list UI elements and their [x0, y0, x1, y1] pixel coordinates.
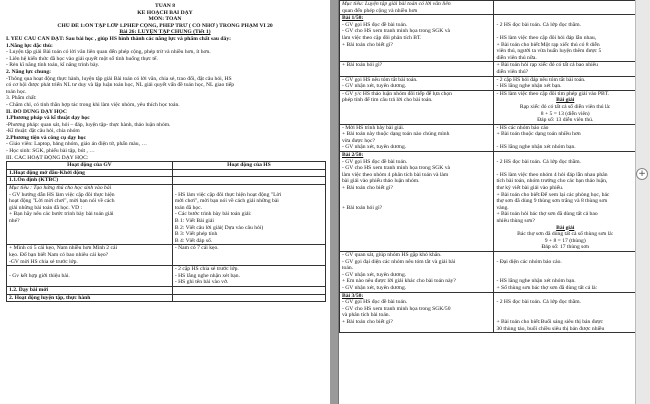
teacher-cell: [340, 124, 494, 151]
cell-line: - GV gọi HS nêu tóm tắt bài toán.: [342, 76, 418, 83]
cell-line: - HS làm việc theo nhóm 4 hỏi đáp lẫn nhau phân: [496, 171, 608, 178]
cell-line: [496, 15, 634, 22]
table-row: [7, 294, 326, 302]
student-cell: [494, 292, 637, 333]
cell-line: - HS lắng nghe nhận xét nhóm bạn.: [496, 278, 576, 285]
cell-line: [9, 266, 170, 273]
cell-line: B 3: Viết phép tính: [174, 231, 218, 238]
teacher-cell: [340, 1, 494, 15]
cell-line: 1.Hoạt động mở đầu-Khởi động: [9, 169, 85, 176]
student-cell: [494, 62, 637, 76]
body-line: -Phương pháp: quan sát, hỏi – đáp, luyện tập- thực hành, thảo luận nhóm.: [6, 121, 171, 128]
table-row: [340, 62, 637, 76]
cell-line: Rạp xiếc đó có tất cả số diễn viên thú là:: [519, 103, 611, 110]
cell-line: [175, 185, 323, 192]
lesson-body: [0, 36, 330, 161]
cell-line: 30 thùng táo, buổi chiều siêu thị bán được nhiều: [496, 325, 605, 332]
cell-line: 9 + 8 = 17 (thùng): [544, 237, 586, 244]
cell-line: + Bạn hãy nêu các bước trình bày bài toán giải: [9, 211, 114, 218]
cell-line: - HS làm việc theo cặp đôi hỏi đáp lẫn nhau,: [496, 34, 597, 41]
body-line: III. CÁC HOẠT ĐỘNG DẠY HỌC:: [6, 154, 89, 161]
cell-line: 8 + 5 = 13 (diễn viên): [540, 110, 590, 117]
body-line: - Giáo viên: Laptop, bảng nhóm, giáo án điện tử, phấn màu, …: [6, 141, 147, 148]
table-row: [340, 152, 637, 252]
cell-line: diễn viên thú nữa.: [496, 54, 537, 61]
cell-line: - GV hướng dẫn HS làm việc cặp đôi thực hiện: [9, 191, 115, 198]
cell-line: thư ký viết bài giải vào phiếu.: [496, 185, 564, 192]
cell-line: B 2: Viết câu lời giải( Dựa vào câu hỏi): [174, 224, 264, 231]
lesson-header: [0, 3, 330, 36]
body-line: I. YÊU CẦU CẦN ĐẠT: Sau bài học , giúp HS hình thành các năng lực và phẩm chất sau đây:: [6, 35, 231, 42]
cell-line: + Bài toán hỏi gì?: [342, 62, 383, 69]
document-page-right: [338, 0, 637, 404]
cell-line: làm việc theo cặp đôi phân tích BT.: [342, 34, 422, 41]
table-row: [340, 124, 637, 151]
cell-line: [175, 287, 323, 294]
teacher-cell: [7, 169, 173, 177]
cell-line: Đáp số: 13 diễn viên thú.: [537, 117, 594, 124]
cell-line: - GV gọi HS đọc đề bài toán.: [342, 21, 408, 28]
cell-line: Mục tiêu : Tạo hứng thú cho học sinh vào bài: [9, 185, 112, 192]
body-line: -Thông qua hoạt động thực hành, luyện tập giải Bài toán có lời văn, chia sẻ, trao đổi, đặt câu hỏi, HS: [6, 75, 232, 82]
cell-line: -GV mời HS chia sẻ trước lớp.: [9, 258, 78, 265]
body-line: 1.Phương pháp và kĩ thuật dạy học: [6, 115, 90, 122]
student-cell: [172, 286, 325, 294]
cell-line: toán.: [342, 265, 354, 272]
cell-line: B 1: Viết Bài giải: [174, 218, 214, 224]
body-line: - Luyện tập giải Bài toán có lời văn liên quan đến phép cộng, phép trừ và nhiều hơn, ít hơn.: [6, 49, 211, 56]
student-cell: [494, 124, 637, 151]
cell-line: - GV cho HS xem tranh minh họa trong SGK và: [342, 28, 451, 35]
cell-line: - HS ghi tên bài vào vở.: [174, 279, 229, 286]
cell-line: giải những bài toán đã học. VD :: [9, 204, 83, 211]
table-row: [340, 15, 637, 62]
cell-line: - GV nhận xét, tuyên dương.: [342, 271, 407, 278]
teacher-cell: [340, 251, 494, 292]
cell-line: + Bài toán thuộc dạng toán nhiều hơn: [496, 131, 581, 138]
cell-line: - 2 HS đọc bài toán. Cả lớp đọc thầm.: [496, 21, 581, 28]
cell-line: [175, 170, 323, 177]
cell-line: - HS các nhóm báo cáo: [496, 124, 549, 131]
cell-line: Bài 3/50:: [342, 292, 364, 299]
cell-line: quan đến phép cộng và nhiều hơn: [342, 7, 418, 14]
cell-line: kẹo. Đố bạn biết Nam có bao nhiêu cái kẹo?: [9, 251, 109, 258]
body-line: - Học sinh: SGK, phiếu bài tập, bút , …: [6, 148, 95, 155]
cell-line: thợ sơn đã dùng 9 thùng sơn trắng và 8 thùng sơn: [496, 198, 608, 205]
cell-line: - HS lắng nghe nhận xét nhóm bạn.: [496, 144, 576, 151]
cell-line: [496, 152, 634, 159]
body-line: 2.Phương tiện và công cụ dạy học: [6, 134, 86, 141]
cell-line: Mục tiêu: Luyện tập giải bài toán có lời văn liên: [342, 1, 451, 7]
cell-line: [175, 295, 323, 302]
cell-line: - 2 cặp HS hỏi đáp nêu tóm tắt bài toán.: [496, 76, 586, 83]
teacher-cell: [7, 266, 173, 287]
cell-line: [496, 1, 634, 8]
table-row: [7, 286, 326, 294]
cell-line: phép tính để tìm câu trả lời cho bài toán.: [342, 97, 433, 104]
cell-line: 1.2. Dạy bài mới: [9, 286, 48, 293]
cell-line: + Bài toán cho biết:Để xem lại các phòng học, bác: [496, 191, 610, 198]
cell-line: [496, 265, 634, 272]
student-cell: [494, 251, 637, 292]
cell-line: vừa được học?: [342, 137, 375, 144]
teacher-cell: [7, 245, 173, 266]
teacher-cell: [340, 15, 494, 62]
cell-line: Bài giải: [556, 224, 575, 231]
header-subject: MÔN: TOÁN: [148, 16, 182, 23]
cell-line: toán đã học.: [174, 204, 203, 211]
cell-line: [496, 138, 634, 145]
cell-line: [496, 306, 634, 313]
cell-line: - HS làm việc cặp đôi thực hiện hoạt động "Lời: [174, 191, 282, 198]
cell-line: - GV cho HS xem tranh minh họa trong SGK/50: [342, 305, 451, 312]
cell-line: 2. Hoạt động luyện tập, thực hành: [9, 294, 91, 301]
table-row: [7, 169, 326, 177]
cell-line: - GV gọi đại diện các nhóm nêu tóm tắt và giải bài: [342, 258, 456, 265]
cell-line: - HS làm việc theo cặp đôi tìm phép giải vào PBT.: [496, 90, 610, 97]
student-cell: [494, 15, 637, 62]
body-line: toán học.: [6, 88, 27, 95]
table-row: [340, 76, 637, 90]
cell-line: + Bài toán cho biết:Buổi sáng siêu thị bán được: [496, 318, 603, 325]
table-row: [340, 251, 637, 292]
vertical-scrollbar[interactable]: [635, 0, 650, 404]
column-header-student: Hoạt động của HS: [172, 162, 325, 170]
cell-line: + Số thùng sơn bác thợ sơn đã dùng tất cả là:: [496, 284, 598, 291]
body-line: - Rèn kĩ năng tính toán, kĩ năng trình bày.: [6, 62, 100, 69]
body-line: 3. Phẩm chất:: [6, 95, 37, 102]
table-row: [7, 245, 326, 266]
header-plan-title: KẾ HOẠCH BÀI DẠY: [137, 9, 193, 16]
cell-line: Bài 1/50:: [342, 15, 364, 22]
cell-line: - GV quan sát, giúp nhóm HS gặp khó khăn.: [342, 251, 442, 258]
body-line: - Liên hệ kiến thức đã học vào giải quyết một số tình huống thực tế.: [6, 55, 158, 62]
cell-line: Bài 2/50:: [342, 152, 364, 159]
student-cell: [494, 152, 637, 252]
cell-line: hoạt động "Lời mời chơi", mời bạn nói về cách: [9, 198, 115, 205]
cell-line: Bài giải: [556, 97, 575, 104]
teacher-cell: [7, 294, 173, 302]
cell-line: - 2 HS đọc bài toán. Cả lớp đọc thầm.: [496, 299, 581, 306]
cell-line: [342, 192, 491, 199]
cell-line: + Bài toán hỏi bác thợ sơn đã dùng tất cả bao: [496, 211, 598, 218]
cell-line: - GV nhận xét, tuyên dương.: [342, 83, 407, 90]
table-row: [340, 292, 637, 333]
column-header-teacher: Hoạt động của GV: [7, 162, 173, 170]
student-cell: [172, 169, 325, 177]
cell-line: Bác thợ sơn đã dùng tất cả số thùng sơn là:: [517, 231, 614, 238]
cell-line: + Mình có 5 cái kẹo, Nam nhiều hơn Mình 2 cái: [9, 245, 118, 252]
cell-line: [496, 272, 634, 279]
student-cell: [494, 1, 637, 15]
table-row: [340, 1, 637, 15]
cell-line: viên thú, người ta vừa huấn luyện thêm được 5: [496, 48, 602, 55]
cell-line: và phân tích bài toán.: [342, 312, 390, 319]
table-row: [7, 185, 326, 245]
cell-line: - Mời HS trình bày bài giải.: [342, 124, 405, 131]
student-cell: [172, 245, 325, 266]
cell-line: Đáp số: 17 thùng sơn: [541, 244, 590, 251]
cell-line: - 2 HS đọc bài toán. Cả lớp đọc thầm.: [496, 158, 581, 165]
cell-line: mời chơi", mời bạn nói về cách giải những bài: [174, 198, 279, 205]
cell-line: - 2 cặp HS chia sẻ trước lớp.: [174, 266, 239, 273]
cell-line: + Bài toán hỏi rạp xiếc đó có tất cả bao nhiêu: [496, 62, 598, 69]
student-cell: [494, 90, 637, 124]
header-topic: CHỦ ĐỀ 1:ÔN TẬP LỚP 1.PHÉP CỘNG, PHÉP TRỪ ( CÓ NHỚ ) TRONG PHẠM VI 20: [57, 22, 273, 29]
student-cell: [172, 266, 325, 287]
cell-line: làm việc theo nhóm 4 phân tích bài toán và làm: [342, 171, 449, 178]
teacher-cell: [340, 90, 494, 124]
cell-line: - GV y/c HS thảo luận nhóm đôi tiếp để lựa chọn: [342, 90, 452, 97]
cell-line: [496, 312, 634, 319]
body-line: 2. Năng lực chung:: [6, 68, 52, 75]
teacher-cell: [7, 177, 173, 185]
cell-line: - Nam có 7 cái kẹo.: [174, 245, 219, 252]
cell-line: 1.1.Ổn định (KTBC): [9, 177, 59, 184]
body-line: -Kĩ thuật: đặt câu hỏi, chia nhóm: [6, 128, 80, 135]
activity-table: [6, 161, 326, 302]
zoom-in-icon[interactable]: +: [636, 168, 648, 180]
table-row: [7, 266, 326, 287]
body-line: - Chăm chỉ, có tinh thần hợp tác trong khi làm việc nhóm, yêu thích học toán.: [6, 101, 180, 108]
cell-line: + Bài toán hỏi gì?: [342, 204, 383, 211]
teacher-cell: [340, 76, 494, 90]
cell-line: vàng.: [496, 204, 509, 211]
student-cell: [494, 76, 637, 90]
cell-line: + Bài toán cho biết gì?: [342, 185, 393, 192]
cell-line: bài giải vào phiếu thảo luận nhóm.: [342, 178, 420, 185]
cell-line: - Gv kết hợp giới thiệu bài.: [9, 272, 70, 279]
cell-line: + Bài toán này thuộc dạng toán nào chúng mình: [342, 131, 450, 138]
student-cell: [172, 177, 325, 185]
student-cell: [172, 294, 325, 302]
teacher-cell: [7, 185, 173, 245]
cell-line: - GV nhận xét, tuyên dương.: [342, 144, 407, 151]
cell-line: nhiêu thùng sơn?: [496, 218, 535, 224]
activity-table-continued: [339, 0, 637, 333]
cell-line: + Bài toán cho biết gì?: [342, 41, 393, 48]
table-row: [340, 90, 637, 124]
cell-line: [496, 28, 634, 35]
header-lesson: Bài 26: LUYỆN TẬP CHUNG (Tiết 1): [119, 29, 211, 36]
cell-line: - GV gọi HS đọc đề bài toán.: [342, 158, 408, 165]
table-row: [7, 177, 326, 185]
cell-line: nhé?: [9, 218, 20, 224]
cell-line: [342, 198, 491, 205]
cell-line: B 4: Viết đáp số.: [174, 237, 213, 244]
cell-line: - GV nhận xét, tuyên dương.: [342, 284, 407, 291]
body-line: II. ĐỒ DÙNG DẠY HỌC: [6, 108, 67, 115]
cell-line: - Đại diện các nhóm báo cáo.: [496, 258, 562, 265]
cell-line: [496, 252, 634, 259]
cell-line: tích bài toán, nhóm trưởng cho các bạn thảo luận,: [496, 178, 608, 185]
cell-line: + Bài toán cho biết:Một rạp xiếc thú có 8 diễn: [496, 41, 600, 48]
teacher-cell: [340, 152, 494, 252]
cell-line: - HS lắng nghe nhận xét bạn.: [496, 83, 562, 90]
cell-line: + Em nào nêu được lời giải khác cho bài toán này?: [342, 278, 456, 285]
student-cell: [172, 185, 325, 245]
table-header-row: [7, 162, 326, 170]
teacher-cell: [340, 62, 494, 76]
cell-line: + Bài toán cho biết gì?: [342, 318, 393, 325]
cell-line: [496, 165, 634, 172]
header-week: TUẦN 8: [154, 3, 176, 9]
cell-line: - HS lắng nghe nhận xét bạn.: [174, 272, 240, 279]
cell-line: [175, 177, 323, 184]
teacher-cell: [7, 286, 173, 294]
cell-line: - GV gọi HS đọc đề bài toán.: [342, 299, 408, 306]
teacher-cell: [340, 292, 494, 333]
body-line: 1.Năng lực đặc thù:: [6, 42, 53, 49]
cell-line: - GV cho HS xem tranh minh họa trong SGK và: [342, 165, 451, 172]
cell-line: [496, 293, 634, 300]
body-line: có cơ hội được phát triển NL tư duy và lập luận toán học, NL giải quyết vấn đề toán học, NL giao tiếp: [6, 82, 235, 89]
cell-line: - Các bước trình bày bài toán giải:: [174, 211, 252, 218]
cell-line: diễn viên thú?: [496, 68, 529, 75]
